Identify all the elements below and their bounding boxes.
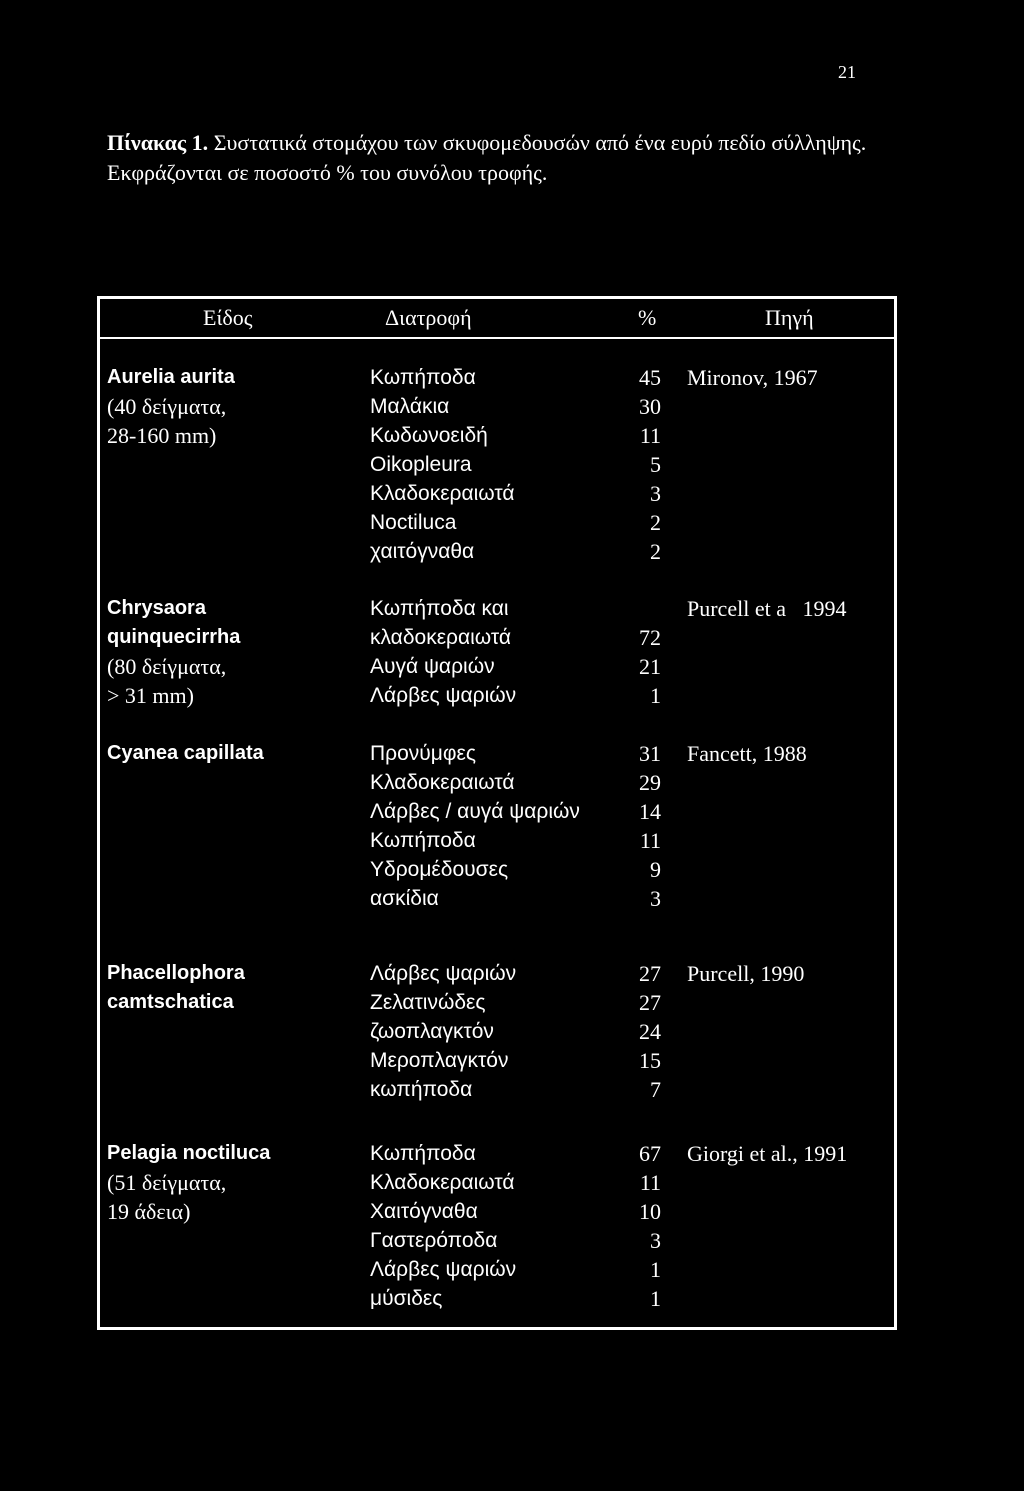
diet-item: Κωπήποδα και [370,597,509,620]
header-rule [100,337,894,339]
percent-value: 27 [639,990,661,1015]
source-cell [687,363,897,392]
percent-value: 24 [639,1019,661,1044]
diet-item: Noctiluca [370,511,457,534]
diet-cell [370,363,630,566]
species-name: Pelagia noctiluca [107,1142,271,1164]
species-sample-note: 19 άδεια) [107,1199,191,1224]
species-sample-note: (80 δείγματα, [107,654,227,679]
diet-item: μύσιδες [370,1287,443,1310]
diet-item: Κωπήποδα [370,366,476,389]
header-source: Πηγή [765,305,814,330]
diet-item: Λάρβες / αυγά ψαριών [370,800,580,823]
percent-cell [625,1139,661,1313]
source-reference: Giorgi et al., 1991 [687,1141,848,1166]
percent-value: 1 [650,683,661,708]
source-cell [687,594,897,623]
species-cell [107,594,327,710]
percent-value: 1 [650,1257,661,1282]
percent-value: 11 [639,828,661,853]
diet-item: Κωπήποδα [370,1142,476,1165]
diet-item: Λάρβες ψαριών [370,962,517,985]
diet-item: κλαδοκεραιωτά [370,626,512,649]
diet-item: Υδρομέδουσες [370,858,509,881]
percent-value: 29 [639,770,661,795]
percent-value: 15 [639,1048,661,1073]
header-species: Είδος [203,305,253,330]
diet-table [97,296,897,1330]
header-percent: % [638,305,657,330]
percent-cell [625,959,661,1104]
percent-value: 11 [639,1170,661,1195]
percent-value: 31 [639,741,661,766]
diet-item: Κωδωνοειδή [370,424,488,447]
percent-value: 3 [650,886,661,911]
percent-cell [625,363,661,566]
caption-label: Πίνακας 1. [107,130,209,155]
diet-cell [370,739,630,913]
diet-cell [370,959,630,1104]
percent-value: 45 [639,365,661,390]
diet-item: Γαστερόποδα [370,1229,498,1252]
percent-value: 1 [650,1286,661,1311]
source-cell [687,739,897,768]
percent-value: 2 [650,510,661,535]
percent-value: 67 [639,1141,661,1166]
page-number: 21 [838,62,856,82]
percent-value: 11 [639,423,661,448]
percent-value [625,594,661,623]
species-cell [107,739,327,768]
percent-value: 7 [650,1077,661,1102]
diet-cell [370,1139,630,1313]
species-sample-note: 28-160 mm) [107,423,217,448]
diet-item: χαιτόγναθα [370,540,475,563]
percent-value: 14 [639,799,661,824]
species-name: Cyanea capillata [107,742,264,764]
diet-item: Αυγά ψαριών [370,655,495,678]
diet-item: Oikopleura [370,453,472,476]
diet-item: Κλαδοκεραιωτά [370,1171,515,1194]
species-name: quinquecirrha [107,626,241,648]
species-name: Chrysaora [107,597,206,619]
species-name: camtschatica [107,991,234,1013]
diet-item: κωπήποδα [370,1078,473,1101]
percent-cell [625,594,661,710]
species-sample-note: (40 δείγματα, [107,394,227,419]
diet-item: Χαιτόγναθα [370,1200,478,1223]
species-name: Phacellophora [107,962,245,984]
diet-item: Ζελατινώδες [370,991,486,1014]
percent-value: 30 [639,394,661,419]
percent-value: 5 [650,452,661,477]
diet-item: Προνύμφες [370,742,476,765]
species-sample-note: (51 δείγματα, [107,1170,227,1195]
source-reference: Fancett, 1988 [687,741,807,766]
percent-value: 3 [650,1228,661,1253]
species-cell [107,1139,327,1226]
percent-value: 27 [639,961,661,986]
caption-text: Συστατικά στομάχου των σκυφομεδουσών από ένα ευρύ πεδίο σύλληψης. Εκφράζονται σε ποσοστό % του συνόλου τροφής. [107,130,867,185]
table-header [100,299,894,337]
percent-value: 21 [639,654,661,679]
source-cell [687,1139,897,1168]
species-name: Aurelia aurita [107,366,235,388]
percent-value: 2 [650,539,661,564]
source-reference: Purcell, 1990 [687,961,805,986]
diet-item: ζωοπλαγκτόν [370,1020,494,1043]
source-reference: Mironov, 1967 [687,365,818,390]
source-reference: Purcell et a 1994 [687,596,847,621]
diet-item: Κλαδοκεραιωτά [370,771,515,794]
percent-value: 10 [639,1199,661,1224]
source-cell [687,959,897,988]
species-cell [107,959,327,1017]
percent-cell [625,739,661,913]
species-cell [107,363,327,450]
table-caption [107,128,907,188]
diet-item: Μεροπλαγκτόν [370,1049,509,1072]
percent-value: 9 [650,857,661,882]
species-sample-note: > 31 mm) [107,683,194,708]
percent-value: 72 [639,625,661,650]
diet-cell [370,594,630,710]
diet-item: Μαλάκια [370,395,450,418]
diet-item: ασκίδια [370,887,439,910]
percent-value: 3 [650,481,661,506]
diet-item: Κωπήποδα [370,829,476,852]
diet-item: Λάρβες ψαριών [370,684,517,707]
header-diet: Διατροφή [385,305,472,330]
diet-item: Λάρβες ψαριών [370,1258,517,1281]
diet-item: Κλαδοκεραιωτά [370,482,515,505]
